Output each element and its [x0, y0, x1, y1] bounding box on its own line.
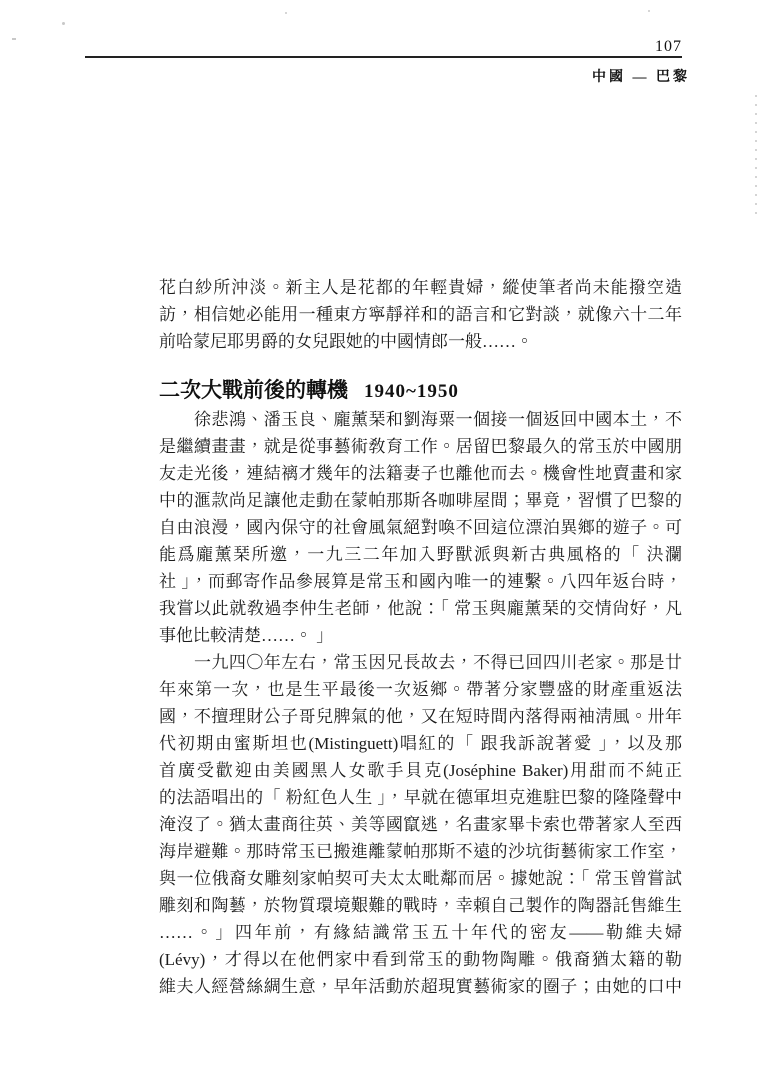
paragraph-1 [159, 406, 682, 649]
scan-speck [648, 10, 650, 12]
text-line: 一九四〇年左右，常玉因兄長故去，不得已回四川老家。那是廿 [194, 653, 682, 672]
text-line: 社 」，而郵寄作品參展算是常玉和國內唯一的連繫。八四年返台時， [159, 572, 682, 591]
text-line: 海岸避難。那時常玉已搬進離蒙帕那斯不遠的沙坑街藝術家工作室， [159, 842, 682, 861]
text-line: 代初期由蜜斯坦也(Mistinguett)唱紅的「 跟我訴說著愛 」，以及那 [159, 734, 682, 753]
section-heading [159, 377, 682, 405]
scan-speck [285, 12, 287, 14]
text-line: 年來第一次，也是生平最後一次返鄉。帶著分家豐盛的財產重返法 [159, 680, 682, 699]
text-line: 訪，相信她必能用一種東方寧靜祥和的語言和它對談，就像六十二年 [159, 305, 682, 324]
text-line: (Lévy)，才得以在他們家中看到常玉的動物陶雕。俄裔猶太籍的勒 [159, 950, 682, 969]
text-line: 事他比較淸楚……。 」 [159, 626, 334, 645]
text-line: 徐悲鴻、潘玉良、龐薰琹和劉海粟一個接一個返回中國本土，不 [194, 410, 682, 429]
scan-edge-dots [755, 95, 757, 217]
text-line: 中的滙款尚足讓他走動在蒙帕那斯各咖啡屋間；畢竟，習慣了巴黎的 [159, 491, 682, 510]
intro-paragraph [159, 274, 682, 355]
header-rule [85, 56, 682, 58]
paragraph-2 [159, 649, 682, 1000]
text-line: 國，不擅理財公子哥兒脾氣的他，又在短時間內落得兩袖淸風。卅年 [159, 707, 682, 726]
text-line: 是繼續畫畫，就是從事藝術敎育工作。居留巴黎最久的常玉於中國朋 [159, 437, 682, 456]
section-heading-period: 1940~1950 [364, 381, 459, 402]
text-line: 自由浪漫，國內保守的社會風氣絕對喚不回這位漂泊異鄉的遊子。可 [159, 518, 682, 537]
text-line: 友走光後，連結褵才幾年的法籍妻子也離他而去。機會性地賣畫和家 [159, 464, 682, 483]
text-line: ……。」四年前，有緣結識常玉五十年代的密友——勒維夫婦 [159, 923, 682, 942]
text-line: 首廣受歡迎由美國黑人女歌手貝克(Joséphine Baker)用甜而不純正 [159, 761, 682, 780]
section-heading-title: 二次大戰前後的轉機 [159, 378, 348, 402]
text-line: 花白紗所沖淡。新主人是花都的年輕貴婦，縱使筆者尚未能撥空造 [159, 278, 682, 297]
text-line: 的法語唱出的「 粉紅色人生 」，早就在德軍坦克進駐巴黎的隆隆聲中 [159, 788, 682, 807]
text-line: 前哈蒙尼耶男爵的女兒跟她的中國情郎一般……。 [159, 332, 533, 351]
text-line: 維夫人經營絲綢生意，早年活動於超現實藝術家的圈子；由她的口中 [159, 977, 682, 996]
page-number: 107 [655, 38, 682, 55]
scan-speck [62, 22, 65, 25]
text-line: 與一位俄裔女雕刻家帕契可夫太太毗鄰而居。據她說：「 常玉曾嘗試 [159, 869, 682, 888]
running-head: 中國 — 巴黎 [592, 70, 690, 85]
text-line: 雕刻和陶藝，於物質環境艱難的戰時，幸賴自己製作的陶器託售維生 [159, 896, 682, 915]
scan-speck [12, 38, 16, 40]
text-line: 淹沒了。猶太畫商往英、美等國竄逃，名畫家畢卡索也帶著家人至西 [159, 815, 682, 834]
text-line: 我嘗以此就敎過李仲生老師，他說：「 常玉與龐薰琹的交情尙好，凡 [159, 599, 682, 618]
text-line: 能爲龐薰琹所邀，一九三二年加入野獸派與新古典風格的「 決瀾 [159, 545, 682, 564]
